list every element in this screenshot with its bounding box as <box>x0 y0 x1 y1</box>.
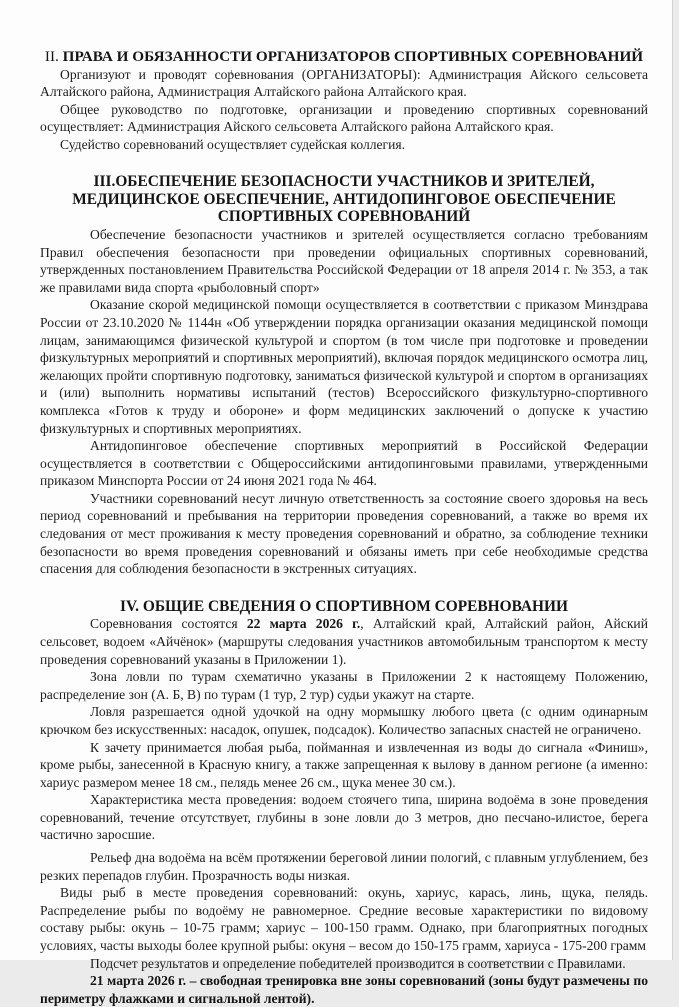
section-4-paragraph-scoring-fish: К зачету принимается любая рыба, пойманная и извлеченная из воды до сигнала «Финиш», кроме рыбы, занесенной в Красную книгу, а также запрещенная к вылову в данном регионе (а именно: хариус размером менее 18 см., пелядь менее 26 см., щука менее 30 см.). <box>40 739 648 790</box>
section-4-paragraph-zones: Зона ловли по турам схематично указаны в Приложении 2 к настоящему Положению, распределение зон (А. Б, В) по турам (1 тур, 2 тур) судьи укажут на старте. <box>40 669 648 702</box>
section-4-training-note: 21 марта 2026 г. – свободная тренировка вне зоны соревнований (зоны будут размечены по периметру флажками и сигнальной лентой). <box>40 973 648 1006</box>
section-4-paragraph-relief: Рельеф дна водоёма на всём протяжении береговой линии пологий, с плавным углублением, без резких перепадов глубин. Прозрачность воды низкая. <box>40 850 648 883</box>
section-2-number: II. <box>44 48 59 65</box>
section-3-title-line-3: СПОРТИВНЫХ СОРЕВНОВАНИЙ <box>217 208 471 226</box>
section-3-paragraph-antidoping: Антидопинговое обеспечение спортивных мероприятий в Российской Федерации осуществляется в соответствии с Общероссийскими антидопинговыми правилами, утвержденными приказом Минспорта России от 24 июня 2021 года № 464. <box>40 438 648 489</box>
section-3-title-line-2: МЕДИЦИНСКОЕ ОБЕСПЕЧЕНИЕ, АНТИДОПИНГОВОЕ ОБЕСПЕЧЕНИЕ <box>72 190 616 208</box>
section-2-paragraph-judging: Судейство соревнований осуществляет судейская коллегия. <box>60 136 406 152</box>
section-4-paragraph-results: Подсчет результатов и определение победителей производится в соответствии с Правилами. <box>90 955 626 971</box>
section-4-heading: IV. ОБЩИЕ СВЕДЕНИЯ О СПОРТИВНОМ СОРЕВНОВАНИИ <box>120 597 568 615</box>
section-2-heading <box>40 48 648 66</box>
section-3-paragraph-medical: Оказание скорой медицинской помощи осуществляется в соответствии с приказом Минздрава России от 23.10.2020 № 1144н «Об утверждении порядка организации оказания медицинской помощи лицам, занимающимся физической культурой и спортом (в том числе при подготовке и проведении физкультурных мероприятий и спортивных мероприятий), включая порядок медицинского осмотра лиц, желающих пройти спортивную подготовку, заниматься физической культурой и спортом в организациях и (или) выполнить нормативы испытаний (тестов) Всероссийского физкультурно-спортивного комплекса «Готов к труду и обороне» и форм медицинских заключений о допуске к участию физкультурных и спортивных мероприятиях. <box>40 297 648 436</box>
document-content <box>40 48 648 1007</box>
section-3-paragraph-responsibility: Участники соревнований несут личную ответственность за состояние своего здоровья на весь период соревнований и пребывания на территории проведения соревнований, а также во время их следования от мест проживания к месту проведения соревнований и обратно, за соблюдение техники безопасности во время проведения соревнований и обязаны иметь при себе необходимые средства спасения для соблюдения безопасности в экстренных ситуациях. <box>40 490 648 577</box>
section-3-heading <box>40 173 648 226</box>
section-3-paragraph-safety: Обеспечение безопасности участников и зрителей осуществляется согласно требованиям Правил обеспечения безопасности при проведении официальных спортивных соревнований, утвержденных постановлением Правительства Российской Федерации от 18 апреля 2014 г. № 353, а так же правилами вида спорта «рыболовный спорт» <box>40 226 648 295</box>
date-suffix: , Алтайский край, Алтайский район, Айский сельсовет, водоем «Айчёнок» (маршруты следования участников автомобильным транспортом к месту проведения соревнований указаны в Приложении 1). <box>40 616 648 667</box>
section-2-title: ПРАВА И ОБЯЗАННОСТИ ОРГАНИЗАТОРОВ СПОРТИВНЫХ СОРЕВНОВАНИЙ <box>62 48 644 65</box>
section-4-paragraph-tackle: Ловля разрешается одной удочкой на одну мормышку любого цвета (с одним одинарным крючком без искусственных: насадок, опушек, подсадок). Количество запасных снастей не ограничено. <box>40 704 648 737</box>
section-4-paragraph-venue: Характеристика места проведения: водоем стоячего типа, ширина водоёма в зоне проведения соревнований, течение отсутствует, глубины в зоне ловли до 3 метров, дно песчано-илистое, берега частично заросшие. <box>40 792 648 843</box>
section-3-title-line-1: III.ОБЕСПЕЧЕНИЕ БЕЗОПАСНОСТИ УЧАСТНИКОВ И ЗРИТЕЛЕЙ, <box>93 173 595 191</box>
section-2-paragraph-organizers: Организуют и проводят соревнования (ОРГАНИЗАТОРЫ): Администрация Айского сельсовета Алтайского района, Администрация Алтайского района Алтайского края. <box>40 66 648 100</box>
section-2-paragraph-management: Общее руководство по подготовке, организации и проведению спортивных соревнований осуществляет: Администрация Айского сельсовета Алтайского района Алтайского края. <box>40 101 648 135</box>
section-4-paragraph-date <box>40 615 648 668</box>
date-prefix: Соревнования состоятся <box>90 616 247 632</box>
section-4-paragraph-species: Виды рыб в месте проведения соревнований: окунь, хариус, карась, линь, щука, пелядь. Распределение рыбы по водоёму не равномерное. Средние весовые характеристики по видовому составу рыбы: окунь – 10-75 грамм; хариус – 100-150 грамм. Однако, при благоприятных погодных условиях, часты выходы более крупной рыбы: окуня – весом до 150-175 грамм, хариуса - 175-200 грамм <box>40 885 648 954</box>
competition-date: 22 марта 2026 г. <box>246 616 361 632</box>
